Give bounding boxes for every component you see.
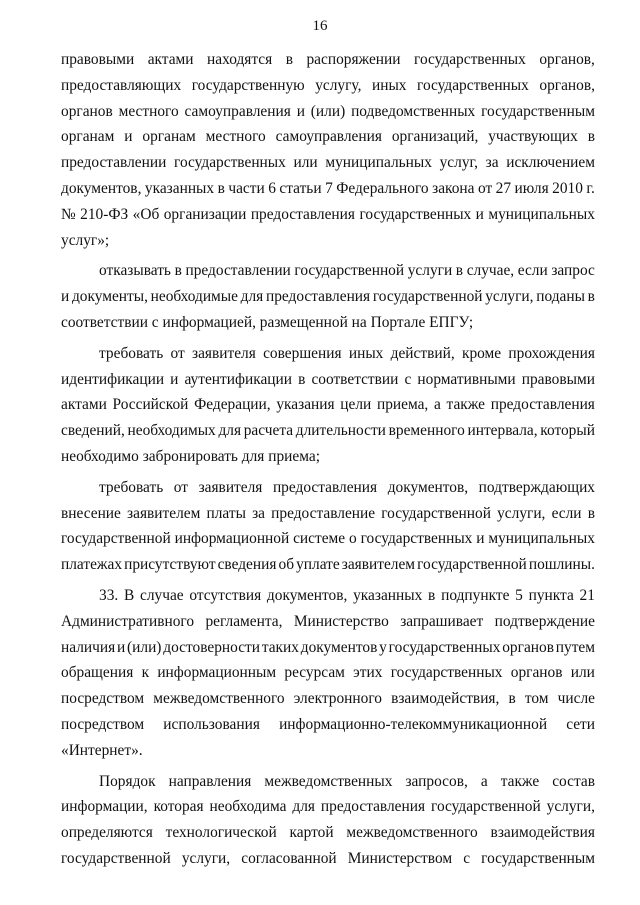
text-line xyxy=(61,99,595,125)
word: также xyxy=(500,772,540,790)
word: межведомственного xyxy=(153,690,285,708)
word: межведомственных xyxy=(264,772,393,790)
word: услуги, xyxy=(485,288,534,306)
word: использования xyxy=(163,715,260,733)
word: платежах xyxy=(61,556,123,574)
text-line xyxy=(61,526,595,552)
word: документы, xyxy=(71,288,148,306)
word: информационной xyxy=(174,530,290,548)
word: взаимодействия xyxy=(490,824,595,842)
text-line xyxy=(61,609,595,635)
word: заявителем xyxy=(127,504,201,522)
text-line xyxy=(61,583,595,609)
text-line xyxy=(61,475,595,501)
word: пошлины. xyxy=(528,556,595,574)
word: для xyxy=(292,798,315,816)
word: необходимые xyxy=(150,288,238,306)
word: органам xyxy=(61,128,115,146)
word: предоставления xyxy=(320,798,426,816)
word: случае, xyxy=(466,262,515,280)
word: органов xyxy=(510,664,563,682)
word: о xyxy=(349,530,357,548)
word: заявителем xyxy=(341,556,416,574)
word: государственной xyxy=(61,530,171,548)
word: временного xyxy=(388,422,465,440)
word: в xyxy=(428,586,436,604)
word: (или) xyxy=(310,102,346,120)
word: органам xyxy=(142,128,196,146)
text-line xyxy=(61,686,595,712)
text-line xyxy=(61,846,595,872)
word: и xyxy=(170,370,179,388)
word: внесение xyxy=(61,504,121,522)
word: и xyxy=(61,288,70,306)
text-line xyxy=(61,258,595,284)
text-line xyxy=(61,418,595,444)
word: в xyxy=(508,690,516,708)
word: информационным xyxy=(157,664,277,682)
word: поданы xyxy=(536,288,585,306)
word: посредством xyxy=(61,690,145,708)
word: Федерального xyxy=(336,179,429,197)
word: предоставления xyxy=(250,205,355,223)
word: услугу, xyxy=(315,76,362,94)
word: 6 xyxy=(268,179,276,197)
word: системе xyxy=(293,530,346,548)
word: подпункте xyxy=(441,586,510,604)
word: Российской xyxy=(112,396,189,414)
word: органов xyxy=(61,102,113,120)
word: подтверждение xyxy=(494,612,595,630)
word: Порядок xyxy=(99,772,156,790)
word: взаимодействия, xyxy=(391,690,500,708)
word: длительности xyxy=(295,422,386,440)
word: случае xyxy=(140,586,184,604)
word: государственной xyxy=(417,556,527,574)
word: исключением xyxy=(506,154,595,172)
word: таких xyxy=(261,638,299,656)
text-line xyxy=(61,367,595,393)
word: приема, xyxy=(376,396,429,414)
word: 7 xyxy=(325,179,333,197)
word: необходима xyxy=(209,798,287,816)
word: ресурсам xyxy=(284,664,345,682)
word: актами xyxy=(61,396,107,414)
word: сети xyxy=(566,715,595,733)
word: определяются xyxy=(61,824,153,842)
text-line xyxy=(61,124,595,150)
word: органов, xyxy=(539,76,595,94)
document-body xyxy=(61,47,595,872)
text-line xyxy=(61,820,595,846)
word: платы xyxy=(206,504,246,522)
word: организаций, xyxy=(391,128,479,146)
word: совершения xyxy=(263,344,342,362)
word: 210-ФЗ xyxy=(80,205,129,223)
word: кроме xyxy=(461,344,502,362)
word: запросов, xyxy=(405,772,468,790)
word: этих xyxy=(353,664,383,682)
word: государственной xyxy=(372,288,483,306)
word: государственных xyxy=(388,638,501,656)
word: заявителя xyxy=(192,344,256,362)
word: части xyxy=(228,179,265,197)
word: у xyxy=(379,638,387,656)
word: самоуправления xyxy=(275,128,382,146)
word: путем xyxy=(555,638,595,656)
word: сведений, xyxy=(61,422,125,440)
word: картой xyxy=(289,824,334,842)
word: услуги, xyxy=(497,504,546,522)
word: расчета xyxy=(243,422,294,440)
word: и xyxy=(124,128,133,146)
text-line xyxy=(61,150,595,176)
word: государственных xyxy=(417,76,529,94)
word: с xyxy=(404,370,412,388)
word: Министерство xyxy=(293,612,389,630)
word: регламента, xyxy=(205,612,283,630)
word: с xyxy=(463,849,471,867)
word: услуги, xyxy=(181,849,231,867)
word: информации, xyxy=(61,798,148,816)
word: в xyxy=(174,262,182,280)
word: местного xyxy=(118,102,179,120)
word: государственных xyxy=(174,154,286,172)
word: аутентификации xyxy=(184,370,292,388)
text-line xyxy=(61,660,595,686)
word: документов, xyxy=(387,478,469,496)
word: распоряжении xyxy=(306,51,401,68)
word: 5 xyxy=(515,586,523,604)
word: в xyxy=(298,370,306,388)
word: государственной xyxy=(431,798,541,816)
word: документов, xyxy=(61,179,142,197)
word: муниципальных xyxy=(325,154,432,172)
word: и xyxy=(296,102,305,120)
word: г. xyxy=(586,179,595,197)
word: иных xyxy=(348,344,384,362)
word: предоставления xyxy=(272,478,378,496)
word: к xyxy=(141,664,150,682)
word: услуги xyxy=(407,262,453,280)
word: или xyxy=(293,154,318,172)
word: заявителя xyxy=(198,478,263,496)
word: 2010 xyxy=(552,179,583,197)
word: 27 xyxy=(495,179,512,197)
word: актами xyxy=(147,51,194,68)
text-line xyxy=(61,794,595,820)
word: органов, xyxy=(539,51,595,68)
word: в xyxy=(587,288,595,306)
word: в xyxy=(587,128,595,146)
word: правовыми xyxy=(61,51,135,68)
word: цели xyxy=(340,396,372,414)
text-line xyxy=(61,392,595,418)
word: сведения xyxy=(217,556,277,574)
word: государственных xyxy=(414,51,526,68)
text-line: услуг»; xyxy=(61,231,110,249)
word: статьи xyxy=(279,179,322,197)
word: присутствуют xyxy=(124,556,216,574)
word: государственной xyxy=(61,849,171,867)
word: в xyxy=(587,504,595,522)
word: государственных xyxy=(390,664,503,682)
word: предоставлении xyxy=(61,154,167,172)
text-line xyxy=(61,501,595,527)
word: от xyxy=(477,179,493,197)
word: межведомственного xyxy=(346,824,478,842)
word: требовать xyxy=(99,344,164,362)
word: направления xyxy=(168,772,252,790)
word: пункта xyxy=(528,586,574,604)
word: от xyxy=(173,478,188,496)
word: государственным xyxy=(481,849,595,867)
word: документов, xyxy=(266,586,348,604)
word: за xyxy=(485,154,499,172)
word: муниципальных xyxy=(488,205,595,223)
word: местного xyxy=(205,128,266,146)
word: состав xyxy=(552,772,595,790)
word: предоставляющих xyxy=(61,76,182,94)
word: правовыми xyxy=(521,370,595,388)
word: от xyxy=(170,344,185,362)
word: также xyxy=(446,396,486,414)
word: уплате xyxy=(296,556,340,574)
word: за xyxy=(252,504,265,522)
word: требовать xyxy=(99,478,164,496)
word: предоставлении xyxy=(185,262,291,280)
word: (или) xyxy=(127,638,162,656)
word: подведомственных xyxy=(351,102,476,120)
word: и xyxy=(476,530,485,548)
text-line: соответствии с информацией, размещенной на Портале ЕПГУ; xyxy=(61,313,474,331)
word: государственную xyxy=(191,76,305,94)
word: и xyxy=(475,205,484,223)
word: прохождения xyxy=(508,344,595,362)
text-line xyxy=(61,47,595,73)
word: отсутствия xyxy=(189,586,262,604)
word: для xyxy=(218,422,242,440)
word: а xyxy=(480,772,488,790)
text-line xyxy=(61,712,595,738)
word: числе xyxy=(557,690,595,708)
word: подтверждающих xyxy=(478,478,595,496)
page-number: 16 xyxy=(312,18,328,34)
word: В xyxy=(124,586,135,604)
word: государственной xyxy=(294,262,405,280)
word: органов xyxy=(502,638,554,656)
word: июля xyxy=(514,179,549,197)
word: предоставления xyxy=(265,288,371,306)
word: запрашивает xyxy=(400,612,484,630)
word: указания xyxy=(276,396,335,414)
word: электронного xyxy=(293,690,382,708)
word: посредством xyxy=(61,715,145,733)
word: № xyxy=(61,205,76,223)
word: в xyxy=(285,51,293,68)
word: а xyxy=(433,396,441,414)
word: самоуправления xyxy=(184,102,291,120)
word: который xyxy=(540,422,595,440)
word: необходимых xyxy=(127,422,216,440)
word: Федерации, xyxy=(194,396,271,414)
word: 33. xyxy=(99,586,119,604)
word: наличия xyxy=(61,638,116,656)
text-line xyxy=(61,769,595,795)
text-line xyxy=(61,202,595,228)
word: отказывать xyxy=(99,262,171,280)
word: в xyxy=(455,262,464,280)
word: закона xyxy=(432,179,475,197)
word: указанных xyxy=(144,179,215,197)
text-line xyxy=(61,284,595,310)
word: если xyxy=(551,504,582,522)
word: достоверности xyxy=(163,638,261,656)
word: предоставление xyxy=(271,504,376,522)
word: участвующих xyxy=(488,128,578,146)
word: указанных xyxy=(353,586,423,604)
word: документов xyxy=(300,638,378,656)
word: запрос xyxy=(551,262,595,280)
word: государственных xyxy=(359,205,472,223)
word: для xyxy=(240,288,264,306)
word: согласованной xyxy=(241,849,337,867)
word: Административного xyxy=(61,612,195,630)
word: интервала, xyxy=(467,422,538,440)
text-line: «Интернет». xyxy=(61,741,143,759)
word: или xyxy=(570,664,595,682)
word: том xyxy=(524,690,549,708)
word: информационно-телекоммуникационной xyxy=(279,715,548,733)
text-line xyxy=(61,73,595,99)
word: соответствии xyxy=(311,370,399,388)
word: находятся xyxy=(207,51,273,68)
word: об xyxy=(278,556,295,574)
word: иных xyxy=(371,76,407,94)
word: услуг, xyxy=(439,154,478,172)
word: действий, xyxy=(390,344,455,362)
text-line xyxy=(61,552,595,578)
text-line: необходимо забронировать для приема; xyxy=(61,447,320,465)
word: и xyxy=(116,638,126,656)
word: организации xyxy=(163,205,247,223)
word: государственной xyxy=(381,504,491,522)
word: которая xyxy=(153,798,204,816)
word: в xyxy=(217,179,225,197)
word: обращения xyxy=(61,664,134,682)
text-line xyxy=(61,341,595,367)
word: предоставления xyxy=(490,396,595,414)
word: государственных xyxy=(360,530,473,548)
word: муниципальных xyxy=(488,530,595,548)
word: идентификации xyxy=(61,370,165,388)
word: услуги, xyxy=(546,798,595,816)
word: «Об xyxy=(132,205,160,223)
text-line xyxy=(61,176,595,202)
word: если xyxy=(517,262,548,280)
word: государственным xyxy=(481,102,595,120)
word: нормативными xyxy=(417,370,516,388)
word: 21 xyxy=(579,586,595,604)
word: технологической xyxy=(165,824,277,842)
text-line xyxy=(61,635,595,661)
word: Министерством xyxy=(347,849,453,867)
